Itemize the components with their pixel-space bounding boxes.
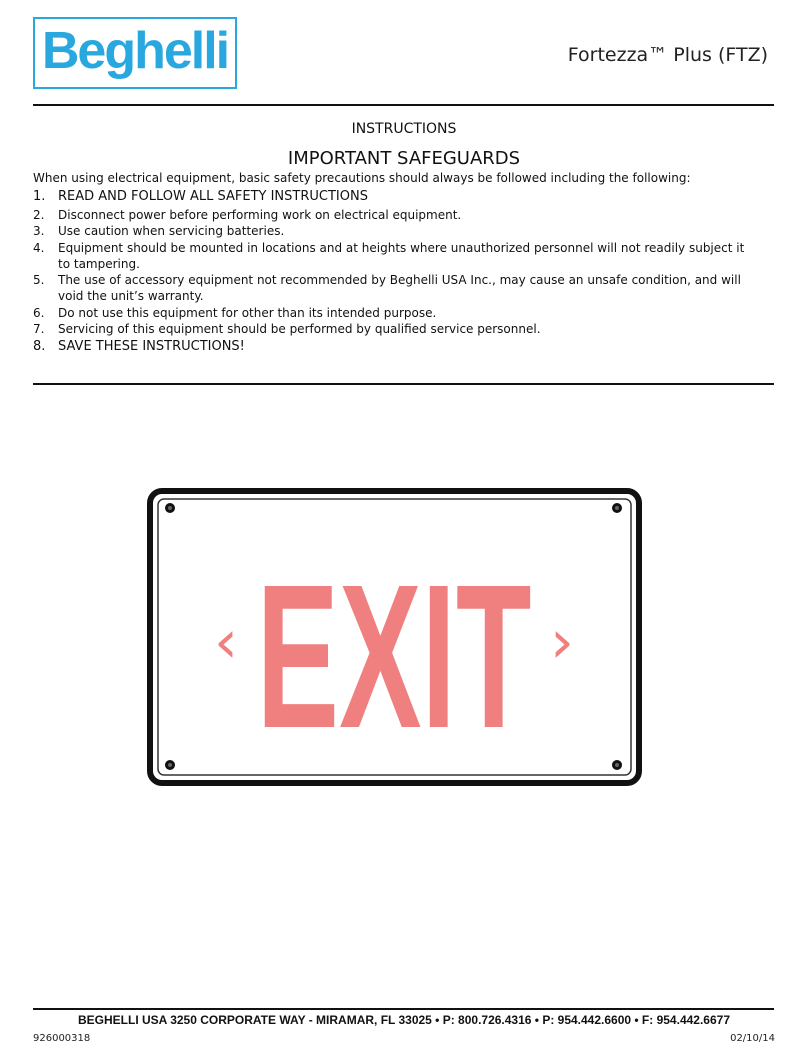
exit-sign-svg (146, 487, 643, 787)
item-number: 8. (33, 338, 46, 354)
brand-logo-text: Beghelli (41, 22, 229, 80)
item-text: Do not use this equipment for other than its intended purpose. (58, 305, 437, 320)
page-title: IMPORTANT SAFEGUARDS (287, 148, 521, 169)
divider-bottom (33, 1008, 774, 1010)
item-text: Disconnect power before performing work on electrical equipment. (58, 207, 462, 222)
item-number: 5. (33, 273, 45, 287)
footer-address: BEGHELLI USA 3250 CORPORATE WAY - MIRAMAR, FL 33025 • P: 800.726.4316 • P: 954.442.6600 • F: 954.442.6677 (77, 1013, 730, 1027)
list-item (33, 188, 753, 206)
item-text: Use caution when servicing batteries. (58, 224, 285, 238)
divider-middle (33, 383, 774, 385)
divider-top (33, 104, 774, 106)
safeguards-list (33, 188, 753, 356)
document-date: 02/10/14 (730, 1033, 775, 1044)
item-number: 2. (33, 207, 45, 222)
exit-sign-illustration (146, 487, 643, 787)
item-number: 7. (33, 322, 45, 336)
intro-text: When using electrical equipment, basic safety precautions should always be followed including the following: (33, 171, 691, 185)
item-number: 3. (33, 224, 45, 238)
document-number: 926000318 (33, 1033, 91, 1044)
item-text: READ AND FOLLOW ALL SAFETY INSTRUCTIONS (58, 189, 368, 204)
section-heading: INSTRUCTIONS (351, 121, 457, 137)
list-item (33, 305, 753, 321)
chevron-right-icon: › (550, 607, 574, 677)
list-item (33, 338, 753, 356)
item-text: The use of accessory equipment not recommended by Beghelli USA Inc., may cause an unsafe condition, and will void the unit’s warranty. (58, 273, 741, 303)
exit-sign-text: EXIT (256, 542, 532, 771)
list-item (33, 240, 753, 272)
item-number: 1. (33, 189, 46, 204)
item-text: Servicing of this equipment should be performed by qualified service personnel. (58, 322, 541, 336)
product-title: Fortezza™ Plus (FTZ) (567, 44, 768, 66)
brand-logo (33, 17, 237, 89)
item-text: SAVE THESE INSTRUCTIONS! (58, 338, 245, 354)
list-item (33, 321, 753, 337)
item-text: Equipment should be mounted in locations and at heights where unauthorized personnel will not readily subject it to tampering. (58, 240, 745, 271)
list-item (33, 223, 753, 239)
item-number: 4. (33, 240, 45, 255)
list-item (33, 272, 753, 304)
item-number: 6. (33, 305, 45, 320)
list-item (33, 207, 753, 223)
chevron-left-icon: ‹ (214, 607, 238, 677)
